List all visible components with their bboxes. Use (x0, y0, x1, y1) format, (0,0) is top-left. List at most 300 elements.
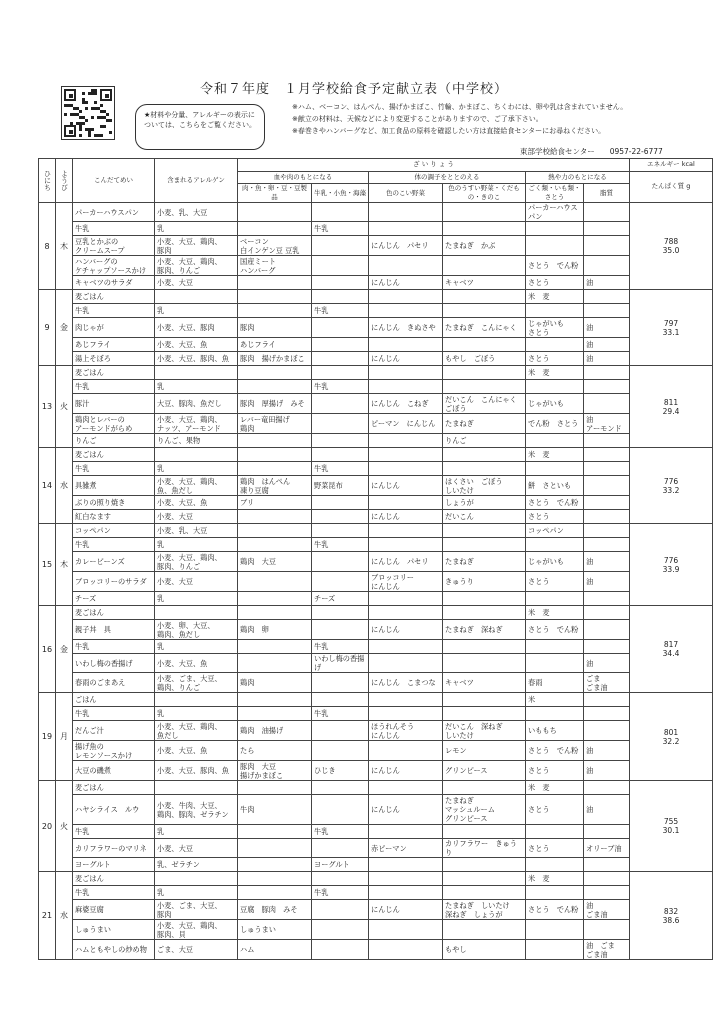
cell-red1 (238, 203, 312, 222)
cell-yellow1 (526, 538, 584, 552)
cell-menu: 麦ごはん (73, 781, 155, 795)
cell-green1 (369, 693, 443, 707)
cell-green2: きゅうり (443, 572, 526, 592)
cell-menu: 豆乳とかぶの クリームスープ (73, 236, 155, 256)
cell-red2: 牛乳 (312, 222, 369, 236)
cell-green1 (369, 496, 443, 510)
header-group-yellow: 熱や力のもとになる (526, 171, 630, 184)
header-zairyo: ざ い り ょ う (238, 159, 630, 172)
day-of-week: 木 (56, 524, 73, 606)
cell-red1 (238, 839, 312, 858)
cell-yellow2 (584, 872, 630, 886)
cell-yellow1: さとう でん粉 (526, 900, 584, 920)
table-row (39, 741, 713, 761)
cell-green2: はくさい ごぼう しいたけ (443, 476, 526, 496)
cell-red2 (312, 352, 369, 366)
cell-allergen: 小麦、大豆 (155, 572, 238, 592)
cell-allergen: 乳 (155, 222, 238, 236)
cell-allergen: 乳 (155, 592, 238, 606)
table-row (39, 380, 713, 394)
cell-red1: たら (238, 741, 312, 761)
cell-green2 (443, 380, 526, 394)
cell-yellow2: オリーブ油 (584, 839, 630, 858)
cell-yellow1: さとう でん粉 (526, 620, 584, 640)
cell-yellow2: 油 (584, 318, 630, 338)
note-line: ※献立の材料は、天候などにより変更することがありますので、ご了承下さい。 (292, 115, 543, 123)
cell-red1 (238, 222, 312, 236)
table-row (39, 900, 713, 920)
cell-red2 (312, 366, 369, 380)
cell-yellow1 (526, 920, 584, 940)
cell-yellow1: 米 麦 (526, 448, 584, 462)
table-row (39, 721, 713, 741)
cell-menu: 牛乳 (73, 538, 155, 552)
cell-yellow1 (526, 940, 584, 960)
cell-green1: にんじん パセリ (369, 236, 443, 256)
header-group-red: 血や肉のもとになる (238, 171, 369, 184)
cell-red2 (312, 448, 369, 462)
cell-yellow2 (584, 476, 630, 496)
cell-allergen: 小麦、大豆、鶏肉、 魚、魚だし (155, 476, 238, 496)
cell-yellow1: さとう (526, 761, 584, 781)
cell-menu: 具雑煮 (73, 476, 155, 496)
cell-yellow1: 米 麦 (526, 606, 584, 620)
cell-red2 (312, 572, 369, 592)
cell-menu: 麦ごはん (73, 872, 155, 886)
cell-red2 (312, 721, 369, 741)
cell-yellow2: 油 (584, 795, 630, 825)
cell-allergen (155, 872, 238, 886)
cell-green1: にんじん こねぎ (369, 394, 443, 414)
cell-green2 (443, 304, 526, 318)
table-row (39, 394, 713, 414)
cell-yellow1 (526, 462, 584, 476)
table-row (39, 448, 713, 462)
cell-yellow1 (526, 380, 584, 394)
cell-allergen: 小麦、大豆、鶏肉、 豚肉、貝 (155, 920, 238, 940)
day-number: 15 (39, 524, 56, 606)
cell-yellow2 (584, 448, 630, 462)
cell-menu: 豚汁 (73, 394, 155, 414)
header-yellow1: ごく類・いも類・さとう (526, 184, 584, 203)
header-menu: こんだてめい (73, 159, 155, 203)
cell-green2: だいこん こんにゃく ごぼう (443, 394, 526, 414)
cell-allergen: 乳 (155, 825, 238, 839)
cell-green1 (369, 304, 443, 318)
cell-green2: りんご (443, 434, 526, 448)
cell-yellow2: 油 (584, 338, 630, 352)
cell-yellow1: 米 麦 (526, 366, 584, 380)
cell-red1 (238, 825, 312, 839)
cell-yellow1: 春雨 (526, 673, 584, 693)
energy-value: 832 (663, 906, 679, 916)
cell-red2 (312, 920, 369, 940)
cell-yellow1: 米 麦 (526, 872, 584, 886)
cell-green2 (443, 654, 526, 673)
cell-red1: あじフライ (238, 338, 312, 352)
cell-allergen: 小麦、牛肉、大豆、 鶏肉、豚肉、ゼラチン (155, 795, 238, 825)
cell-yellow2: 油 (584, 352, 630, 366)
energy-value: 776 (663, 476, 679, 486)
cell-yellow1 (526, 304, 584, 318)
cell-red2 (312, 741, 369, 761)
cell-yellow2: ごま ごま油 (584, 673, 630, 693)
cell-allergen: 大豆、豚肉、魚だし (155, 394, 238, 414)
cell-yellow2 (584, 434, 630, 448)
cell-allergen: 小麦、乳、大豆 (155, 524, 238, 538)
cell-yellow1 (526, 858, 584, 872)
table-row (39, 510, 713, 524)
cell-green1: にんじん こまつな (369, 673, 443, 693)
cell-red2: 牛乳 (312, 304, 369, 318)
cell-menu: ハンバーグの ケチャップソースかけ (73, 256, 155, 276)
cell-yellow1 (526, 640, 584, 654)
cell-allergen: 小麦、大豆、豚肉、魚 (155, 352, 238, 366)
cell-red1: 鶏肉 大豆 (238, 552, 312, 572)
cell-yellow2: 油 (584, 276, 630, 290)
cell-menu: 麦ごはん (73, 366, 155, 380)
cell-red1: 豆腐 豚肉 みそ (238, 900, 312, 920)
table-row (39, 496, 713, 510)
protein-value: 35.0 (662, 246, 680, 256)
cell-yellow2 (584, 693, 630, 707)
cell-menu: 鶏肉とレバーの アーモンドがらめ (73, 414, 155, 434)
cell-menu: 大豆の磯煮 (73, 761, 155, 781)
cell-green1 (369, 222, 443, 236)
cell-red2: いわし梅の香揚げ (312, 654, 369, 673)
cell-green1: ほうれんそう にんじん (369, 721, 443, 741)
nutrition-cell (630, 366, 713, 448)
header-red1: 肉・魚・卵・豆・豆製品 (238, 184, 312, 203)
cell-green2 (443, 606, 526, 620)
cell-allergen (155, 290, 238, 304)
cell-yellow1: 米 麦 (526, 781, 584, 795)
table-row (39, 707, 713, 721)
nutrition-cell (630, 606, 713, 693)
cell-red1: 豚肉 厚揚げ みそ (238, 394, 312, 414)
nutrition-cell (630, 524, 713, 606)
cell-yellow1: パーカーハウスパン (526, 203, 584, 222)
nutrition-cell (630, 203, 713, 290)
cell-allergen: 小麦、大豆、豚肉 (155, 318, 238, 338)
cell-allergen: 小麦、卵、大豆、 鶏肉、魚だし (155, 620, 238, 640)
cell-yellow1: コッペパン (526, 524, 584, 538)
cell-red2: 牛乳 (312, 707, 369, 721)
cell-red1 (238, 434, 312, 448)
cell-allergen: 乳 (155, 462, 238, 476)
cell-green1: にんじん (369, 276, 443, 290)
cell-allergen: 小麦、乳、大豆 (155, 203, 238, 222)
cell-menu: ハヤシライス ルウ (73, 795, 155, 825)
cell-allergen: 小麦、大豆、魚 (155, 741, 238, 761)
cell-menu: 牛乳 (73, 380, 155, 394)
table-row (39, 366, 713, 380)
table-row (39, 318, 713, 338)
cell-menu: りんご (73, 434, 155, 448)
cell-green1 (369, 380, 443, 394)
cell-menu: ハムともやしの炒め物 (73, 940, 155, 960)
table-row (39, 236, 713, 256)
cell-red1 (238, 707, 312, 721)
day-number: 14 (39, 448, 56, 524)
cell-red2 (312, 620, 369, 640)
cell-red1 (238, 886, 312, 900)
cell-menu: ぶりの照り焼き (73, 496, 155, 510)
cell-yellow2 (584, 203, 630, 222)
cell-yellow2 (584, 920, 630, 940)
cell-red1: 豚肉 揚げかまぼこ (238, 352, 312, 366)
energy-value: 797 (663, 318, 679, 328)
cell-menu: 牛乳 (73, 825, 155, 839)
table-row (39, 795, 713, 825)
cell-yellow2 (584, 222, 630, 236)
cell-red1 (238, 448, 312, 462)
cell-red1 (238, 781, 312, 795)
header-green1: 色のこい野菜 (369, 184, 443, 203)
cell-red1 (238, 654, 312, 673)
cell-allergen: 小麦、大豆、豚肉、魚 (155, 761, 238, 781)
cell-red1 (238, 462, 312, 476)
cell-yellow1: 米 (526, 693, 584, 707)
energy-value: 755 (663, 817, 679, 827)
table-row (39, 872, 713, 886)
cell-green1 (369, 203, 443, 222)
energy-value: 817 (663, 640, 679, 650)
cell-red2 (312, 781, 369, 795)
cell-yellow2 (584, 236, 630, 256)
cell-yellow2: 油 アーモンド (584, 414, 630, 434)
cell-green1 (369, 366, 443, 380)
cell-allergen: 小麦、大豆、魚 (155, 654, 238, 673)
cell-red1: しゅうまい (238, 920, 312, 940)
table-row (39, 940, 713, 960)
day-number: 8 (39, 203, 56, 290)
table-row (39, 592, 713, 606)
cell-allergen: 小麦、大豆、鶏肉、 ナッツ、アーモンド (155, 414, 238, 434)
cell-yellow1: さとう でん粉 (526, 741, 584, 761)
day-of-week: 月 (56, 693, 73, 781)
cell-menu: 麦ごはん (73, 606, 155, 620)
day-number: 9 (39, 290, 56, 366)
cell-green1 (369, 448, 443, 462)
cell-green1 (369, 825, 443, 839)
nutrition-cell (630, 290, 713, 366)
cell-red1 (238, 606, 312, 620)
cell-green2 (443, 872, 526, 886)
cell-green2 (443, 338, 526, 352)
cell-red2 (312, 693, 369, 707)
cell-yellow2 (584, 496, 630, 510)
cell-allergen: 小麦、ごま、大豆、 鶏肉、りんご (155, 673, 238, 693)
cell-red2: 牛乳 (312, 462, 369, 476)
cell-green1: にんじん (369, 900, 443, 920)
cell-yellow2 (584, 825, 630, 839)
cell-green2 (443, 524, 526, 538)
cell-menu: 牛乳 (73, 640, 155, 654)
cell-green2 (443, 256, 526, 276)
cell-green1 (369, 858, 443, 872)
cell-menu: 牛乳 (73, 462, 155, 476)
cell-red2 (312, 900, 369, 920)
allergy-info-bubble: ★材料や分量、アレルギーの表示については、こちらをご覧ください。 (135, 104, 265, 150)
cell-green1 (369, 920, 443, 940)
cell-green1: にんじん パセリ (369, 552, 443, 572)
cell-red2 (312, 940, 369, 960)
cell-menu: 紅白なます (73, 510, 155, 524)
cell-red1: 鶏肉 はんぺん 凍り豆腐 (238, 476, 312, 496)
cell-menu: 湯上そぼろ (73, 352, 155, 366)
cell-yellow2 (584, 858, 630, 872)
day-number: 20 (39, 781, 56, 872)
cell-allergen: 小麦、大豆、鶏肉、 魚だし (155, 721, 238, 741)
cell-green2 (443, 592, 526, 606)
cell-menu: いわし梅の香揚げ (73, 654, 155, 673)
cell-yellow2 (584, 304, 630, 318)
day-of-week: 金 (56, 290, 73, 366)
cell-yellow1: さとう でん粉 (526, 496, 584, 510)
cell-yellow1 (526, 592, 584, 606)
cell-green1: にんじん (369, 795, 443, 825)
cell-green2 (443, 290, 526, 304)
cell-green2: たまねぎ マッシュルーム グリンピース (443, 795, 526, 825)
table-row (39, 414, 713, 434)
cell-red1: 豚肉 (238, 318, 312, 338)
cell-yellow1: でん粉 さとう (526, 414, 584, 434)
cell-yellow2 (584, 640, 630, 654)
cell-yellow1: さとう (526, 352, 584, 366)
note-line: ※春巻きやハンバーグなど、加工食品の原料を確認したい方は直接給食センターにお尋ねください。 (292, 127, 606, 135)
cell-green1: ピーマン にんじん (369, 414, 443, 434)
cell-green2 (443, 640, 526, 654)
cell-yellow2 (584, 592, 630, 606)
cell-yellow2 (584, 606, 630, 620)
cell-red1 (238, 572, 312, 592)
cell-green2: もやし (443, 940, 526, 960)
cell-menu: ブロッコリーのサラダ (73, 572, 155, 592)
cell-yellow2 (584, 256, 630, 276)
table-row (39, 203, 713, 222)
cell-yellow1 (526, 434, 584, 448)
cell-allergen: 小麦、大豆、鶏肉、 豚肉、りんご (155, 256, 238, 276)
cell-red2: 牛乳 (312, 640, 369, 654)
cell-red2 (312, 256, 369, 276)
cell-red2 (312, 552, 369, 572)
cell-green1: にんじん (369, 352, 443, 366)
cell-allergen: 小麦、大豆、魚 (155, 496, 238, 510)
cell-green1 (369, 524, 443, 538)
cell-yellow2 (584, 462, 630, 476)
header-energy: エネルギー kcal (630, 159, 713, 172)
cell-yellow2 (584, 380, 630, 394)
cell-yellow1 (526, 886, 584, 900)
day-number: 21 (39, 872, 56, 960)
cell-red2 (312, 394, 369, 414)
cell-red1 (238, 858, 312, 872)
center-contact: 東部学校給食センター 0957-22-6777 (520, 147, 663, 156)
cell-green1: にんじん きぬさや (369, 318, 443, 338)
cell-green2: たまねぎ (443, 552, 526, 572)
cell-allergen (155, 606, 238, 620)
cell-yellow2 (584, 886, 630, 900)
cell-green1 (369, 338, 443, 352)
cell-yellow1: いももち (526, 721, 584, 741)
cell-green1 (369, 781, 443, 795)
cell-red1: ハム (238, 940, 312, 960)
cell-menu: 親子丼 具 (73, 620, 155, 640)
cell-menu: ヨーグルト (73, 858, 155, 872)
table-row (39, 920, 713, 940)
cell-red2: ひじき (312, 761, 369, 781)
cell-green1 (369, 940, 443, 960)
cell-menu: 牛乳 (73, 222, 155, 236)
cell-yellow1 (526, 338, 584, 352)
cell-yellow2: 油 ごま ごま油 (584, 940, 630, 960)
header-red2: 牛乳・小魚・海藻 (312, 184, 369, 203)
table-row (39, 620, 713, 640)
cell-yellow1 (526, 654, 584, 673)
cell-menu: 麦ごはん (73, 290, 155, 304)
cell-menu: 麦ごはん (73, 448, 155, 462)
cell-yellow1: さとう (526, 795, 584, 825)
cell-red2 (312, 434, 369, 448)
cell-green1 (369, 538, 443, 552)
table-row (39, 524, 713, 538)
cell-allergen: 乳 (155, 886, 238, 900)
day-of-week: 火 (56, 781, 73, 872)
cell-green2: しょうが (443, 496, 526, 510)
nutrition-cell (630, 693, 713, 781)
qr-code-image (61, 86, 115, 140)
cell-red1 (238, 524, 312, 538)
day-of-week: 金 (56, 606, 73, 693)
cell-red1: ブリ (238, 496, 312, 510)
cell-green2: たまねぎ (443, 414, 526, 434)
cell-green2 (443, 707, 526, 721)
cell-menu: カリフラワーのマリネ (73, 839, 155, 858)
table-row (39, 858, 713, 872)
cell-green2: たまねぎ しいたけ 深ねぎ しょうが (443, 900, 526, 920)
cell-red2 (312, 338, 369, 352)
cell-red2: 牛乳 (312, 886, 369, 900)
cell-green1 (369, 592, 443, 606)
protein-value: 33.9 (662, 564, 680, 574)
cell-red1 (238, 592, 312, 606)
cell-green2: カリフラワー きゅうり (443, 839, 526, 858)
table-row (39, 552, 713, 572)
table-row (39, 572, 713, 592)
cell-green2 (443, 825, 526, 839)
cell-menu: あじフライ (73, 338, 155, 352)
menu-table (38, 158, 713, 960)
cell-red1: レバー竜田揚げ 鶏肉 (238, 414, 312, 434)
cell-red2: 野菜昆布 (312, 476, 369, 496)
cell-red2 (312, 795, 369, 825)
cell-green2: だいこん 深ねぎ しいたけ (443, 721, 526, 741)
table-row (39, 222, 713, 236)
table-row (39, 304, 713, 318)
cell-red2 (312, 524, 369, 538)
page-title: 令和７年度 １月学校給食予定献立表（中学校） (200, 82, 509, 97)
cell-red2 (312, 276, 369, 290)
cell-menu: だんご汁 (73, 721, 155, 741)
table-row (39, 338, 713, 352)
cell-red2: 牛乳 (312, 380, 369, 394)
protein-value: 30.1 (662, 826, 680, 836)
cell-green1 (369, 462, 443, 476)
cell-yellow1: 米 麦 (526, 290, 584, 304)
protein-value: 38.6 (662, 915, 680, 925)
cell-red1: 豚肉 大豆 揚げかまぼこ (238, 761, 312, 781)
